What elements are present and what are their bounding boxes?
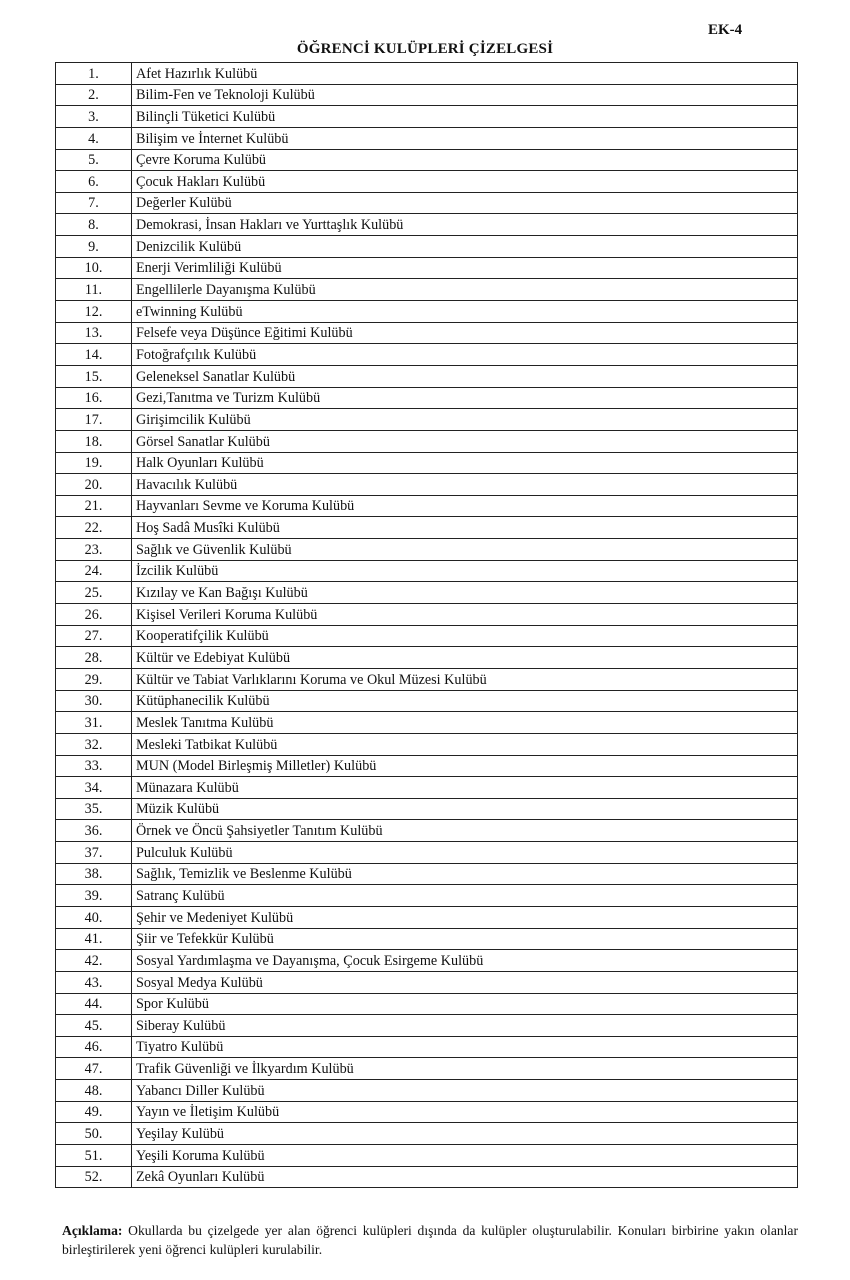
club-number: 48. <box>56 1080 132 1102</box>
annex-label: EK-4 <box>708 22 743 38</box>
table-row <box>56 430 798 452</box>
explanation-text: Okullarda bu çizelgede yer alan öğrenci kulüpleri dışında da kulüpler oluşturulabilir. Konuları birbirine yakın olanlar birleştirilerek yeni öğrenci kulüpleri kurulabilir. <box>62 1223 798 1257</box>
club-name: Havacılık Kulübü <box>132 474 798 496</box>
table-row <box>56 301 798 323</box>
club-number: 52. <box>56 1166 132 1188</box>
club-number: 26. <box>56 604 132 626</box>
club-name: Girişimcilik Kulübü <box>132 409 798 431</box>
club-number: 24. <box>56 560 132 582</box>
table-row <box>56 517 798 539</box>
club-name: Hoş Sadâ Musîki Kulübü <box>132 517 798 539</box>
document-title: ÖĞRENCİ KULÜPLERİ ÇİZELGESİ <box>296 41 554 57</box>
club-name: Gezi,Tanıtma ve Turizm Kulübü <box>132 387 798 409</box>
club-number: 4. <box>56 127 132 149</box>
table-row <box>56 625 798 647</box>
club-number: 15. <box>56 365 132 387</box>
club-name: Yeşilay Kulübü <box>132 1123 798 1145</box>
club-name: Bilim-Fen ve Teknoloji Kulübü <box>132 84 798 106</box>
club-number: 8. <box>56 214 132 236</box>
club-name: Bilişim ve İnternet Kulübü <box>132 127 798 149</box>
club-number: 51. <box>56 1145 132 1167</box>
club-number: 44. <box>56 993 132 1015</box>
club-name: Örnek ve Öncü Şahsiyetler Tanıtım Kulübü <box>132 820 798 842</box>
club-name: Değerler Kulübü <box>132 192 798 214</box>
table-row <box>56 344 798 366</box>
club-name: Halk Oyunları Kulübü <box>132 452 798 474</box>
club-number: 1. <box>56 63 132 85</box>
club-name: Pulculuk Kulübü <box>132 842 798 864</box>
club-name: Engellilerle Dayanışma Kulübü <box>132 279 798 301</box>
table-row <box>56 560 798 582</box>
table-row <box>56 863 798 885</box>
club-number: 17. <box>56 409 132 431</box>
table-row <box>56 604 798 626</box>
table-row <box>56 842 798 864</box>
club-number: 27. <box>56 625 132 647</box>
club-number: 37. <box>56 842 132 864</box>
table-row <box>56 906 798 928</box>
table-row <box>56 452 798 474</box>
club-name: Denizcilik Kulübü <box>132 236 798 258</box>
club-number: 49. <box>56 1101 132 1123</box>
club-name: Yeşili Koruma Kulübü <box>132 1145 798 1167</box>
club-number: 13. <box>56 322 132 344</box>
club-name: Meslek Tanıtma Kulübü <box>132 712 798 734</box>
table-row <box>56 668 798 690</box>
club-name: Siberay Kulübü <box>132 1015 798 1037</box>
club-number: 18. <box>56 430 132 452</box>
club-name: Geleneksel Sanatlar Kulübü <box>132 365 798 387</box>
club-number: 40. <box>56 906 132 928</box>
table-row <box>56 885 798 907</box>
club-number: 22. <box>56 517 132 539</box>
table-row <box>56 1145 798 1167</box>
club-name: Satranç Kulübü <box>132 885 798 907</box>
table-row <box>56 365 798 387</box>
club-number: 41. <box>56 928 132 950</box>
club-name: Fotoğrafçılık Kulübü <box>132 344 798 366</box>
club-name: Enerji Verimliliği Kulübü <box>132 257 798 279</box>
club-name: Kooperatifçilik Kulübü <box>132 625 798 647</box>
club-number: 29. <box>56 668 132 690</box>
club-name: Zekâ Oyunları Kulübü <box>132 1166 798 1188</box>
club-number: 50. <box>56 1123 132 1145</box>
club-name: Kültür ve Tabiat Varlıklarını Koruma ve Okul Müzesi Kulübü <box>132 668 798 690</box>
table-row <box>56 236 798 258</box>
table-row <box>56 582 798 604</box>
table-row <box>56 820 798 842</box>
table-row <box>56 1080 798 1102</box>
table-row <box>56 690 798 712</box>
club-name: Kişisel Verileri Koruma Kulübü <box>132 604 798 626</box>
club-name: Yayın ve İletişim Kulübü <box>132 1101 798 1123</box>
table-row <box>56 755 798 777</box>
club-name: Şehir ve Medeniyet Kulübü <box>132 906 798 928</box>
table-row <box>56 993 798 1015</box>
club-table-body <box>56 63 798 1188</box>
club-number: 46. <box>56 1036 132 1058</box>
club-number: 20. <box>56 474 132 496</box>
club-number: 43. <box>56 971 132 993</box>
club-number: 36. <box>56 820 132 842</box>
club-number: 2. <box>56 84 132 106</box>
club-number: 11. <box>56 279 132 301</box>
club-number: 34. <box>56 777 132 799</box>
club-name: Sosyal Yardımlaşma ve Dayanışma, Çocuk Esirgeme Kulübü <box>132 950 798 972</box>
club-name: Münazara Kulübü <box>132 777 798 799</box>
club-number: 6. <box>56 171 132 193</box>
club-number: 39. <box>56 885 132 907</box>
table-row <box>56 63 798 85</box>
club-number: 30. <box>56 690 132 712</box>
club-number: 23. <box>56 539 132 561</box>
club-number: 25. <box>56 582 132 604</box>
table-row <box>56 214 798 236</box>
club-name: Kızılay ve Kan Bağışı Kulübü <box>132 582 798 604</box>
explanation-label: Açıklama: <box>62 1223 123 1238</box>
club-number: 38. <box>56 863 132 885</box>
club-name: Mesleki Tatbikat Kulübü <box>132 733 798 755</box>
club-name: Felsefe veya Düşünce Eğitimi Kulübü <box>132 322 798 344</box>
table-row <box>56 733 798 755</box>
table-row <box>56 106 798 128</box>
club-number: 35. <box>56 798 132 820</box>
table-row <box>56 971 798 993</box>
table-row <box>56 127 798 149</box>
club-number: 33. <box>56 755 132 777</box>
table-row <box>56 192 798 214</box>
explanation-note <box>62 1221 798 1259</box>
club-number: 19. <box>56 452 132 474</box>
club-name: Hayvanları Sevme ve Koruma Kulübü <box>132 495 798 517</box>
club-name: Müzik Kulübü <box>132 798 798 820</box>
club-name: Bilinçli Tüketici Kulübü <box>132 106 798 128</box>
table-row <box>56 647 798 669</box>
club-number: 16. <box>56 387 132 409</box>
table-row <box>56 387 798 409</box>
table-row <box>56 928 798 950</box>
club-name: Çocuk Hakları Kulübü <box>132 171 798 193</box>
table-row <box>56 798 798 820</box>
club-name: Çevre Koruma Kulübü <box>132 149 798 171</box>
club-number: 7. <box>56 192 132 214</box>
table-row <box>56 149 798 171</box>
table-row <box>56 1123 798 1145</box>
club-table <box>55 62 798 1188</box>
club-number: 12. <box>56 301 132 323</box>
club-name: Tiyatro Kulübü <box>132 1036 798 1058</box>
club-number: 5. <box>56 149 132 171</box>
club-number: 21. <box>56 495 132 517</box>
club-number: 10. <box>56 257 132 279</box>
club-number: 9. <box>56 236 132 258</box>
club-number: 45. <box>56 1015 132 1037</box>
table-row <box>56 409 798 431</box>
club-number: 32. <box>56 733 132 755</box>
club-name: MUN (Model Birleşmiş Milletler) Kulübü <box>132 755 798 777</box>
table-row <box>56 322 798 344</box>
club-number: 14. <box>56 344 132 366</box>
table-row <box>56 84 798 106</box>
club-name: Trafik Güvenliği ve İlkyardım Kulübü <box>132 1058 798 1080</box>
club-name: Sosyal Medya Kulübü <box>132 971 798 993</box>
club-name: Şiir ve Tefekkür Kulübü <box>132 928 798 950</box>
club-number: 47. <box>56 1058 132 1080</box>
club-name: Spor Kulübü <box>132 993 798 1015</box>
table-row <box>56 257 798 279</box>
club-name: Sağlık ve Güvenlik Kulübü <box>132 539 798 561</box>
club-name: eTwinning Kulübü <box>132 301 798 323</box>
club-number: 28. <box>56 647 132 669</box>
table-row <box>56 1101 798 1123</box>
table-row <box>56 1015 798 1037</box>
club-name: İzcilik Kulübü <box>132 560 798 582</box>
club-name: Kütüphanecilik Kulübü <box>132 690 798 712</box>
club-name: Sağlık, Temizlik ve Beslenme Kulübü <box>132 863 798 885</box>
table-row <box>56 474 798 496</box>
table-row <box>56 712 798 734</box>
table-row <box>56 777 798 799</box>
club-name: Afet Hazırlık Kulübü <box>132 63 798 85</box>
club-name: Demokrasi, İnsan Hakları ve Yurttaşlık Kulübü <box>132 214 798 236</box>
club-name: Kültür ve Edebiyat Kulübü <box>132 647 798 669</box>
table-row <box>56 950 798 972</box>
table-row <box>56 539 798 561</box>
club-number: 3. <box>56 106 132 128</box>
table-row <box>56 1166 798 1188</box>
table-row <box>56 279 798 301</box>
table-row <box>56 1036 798 1058</box>
club-number: 42. <box>56 950 132 972</box>
table-row <box>56 1058 798 1080</box>
table-row <box>56 495 798 517</box>
club-number: 31. <box>56 712 132 734</box>
club-name: Görsel Sanatlar Kulübü <box>132 430 798 452</box>
table-row <box>56 171 798 193</box>
club-name: Yabancı Diller Kulübü <box>132 1080 798 1102</box>
